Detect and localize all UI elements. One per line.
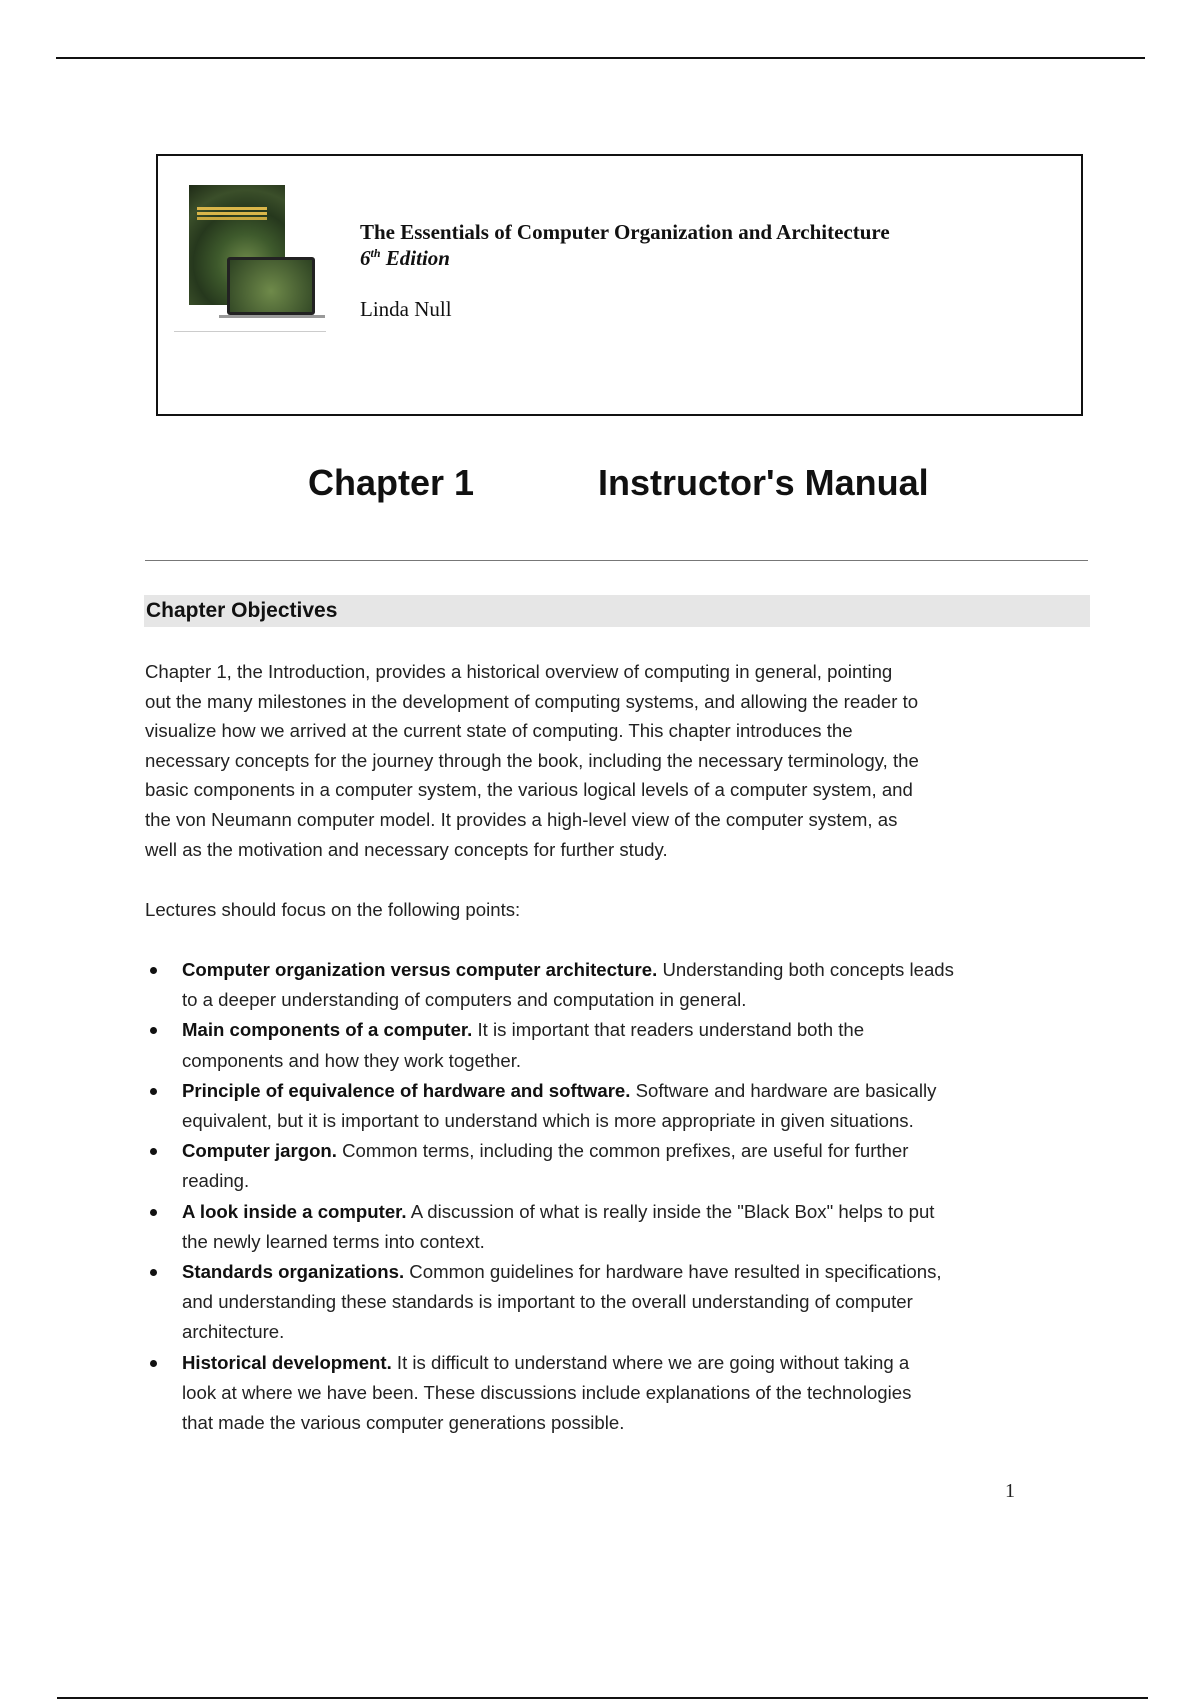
list-item-line [182, 1317, 954, 1347]
list-item [145, 955, 954, 1015]
intro-paragraph [145, 657, 919, 864]
list-item-line [182, 1348, 954, 1378]
list-item-text: It is important that readers understand both the [472, 1019, 865, 1041]
bullet-icon [150, 1209, 157, 1216]
list-item-text: reading. [182, 1170, 250, 1192]
list-item-title: Historical development. [182, 1351, 392, 1373]
list-item-line [182, 1197, 954, 1227]
objectives-list [145, 955, 954, 1438]
list-item-text: Common terms, including the common prefixes, are useful for further [336, 1140, 909, 1162]
list-item-line [182, 1046, 954, 1076]
list-item-text: It is difficult to understand where we are going without taking a [391, 1351, 910, 1373]
list-item [145, 1348, 954, 1439]
list-item-text: equivalent, but it is important to understand which is more appropriate in given situations. [182, 1110, 914, 1132]
list-item-text: Common guidelines for hardware have resulted in specifications, [404, 1261, 942, 1283]
list-item-text: look at where we have been. These discussions include explanations of the technologies [182, 1381, 912, 1403]
list-item-title: Standards organizations. [182, 1261, 405, 1283]
list-item-text: A discussion of what is really inside the "Black Box" helps to put [406, 1200, 935, 1222]
section-title: Chapter Objectives [146, 599, 338, 622]
edition-number: 6 [360, 246, 371, 270]
section-divider [145, 560, 1088, 561]
list-item-line [182, 1106, 954, 1136]
book-edition [360, 246, 450, 271]
edition-word: Edition [380, 246, 450, 270]
list-item-text: and understanding these standards is important to the overall understanding of computer [182, 1291, 913, 1313]
list-item-line [182, 1287, 954, 1317]
bullet-icon [150, 967, 157, 974]
list-item-line [182, 1227, 954, 1257]
list-item-line [182, 1378, 954, 1408]
manual-title: Instructor's Manual [598, 462, 929, 503]
list-item-text: to a deeper understanding of computers and computation in general. [182, 989, 747, 1011]
book-author: Linda Null [360, 297, 452, 321]
top-page-rule [56, 57, 1145, 59]
laptop-icon [227, 257, 315, 315]
intro-line: out the many milestones in the development of computing systems, and allowing the reader to [145, 690, 919, 712]
list-item-title: Computer jargon. [182, 1140, 337, 1162]
chapter-label: Chapter 1 [308, 462, 475, 503]
list-item [145, 1197, 954, 1257]
page-number: 1 [1005, 1480, 1015, 1502]
book-title: The Essentials of Computer Organization and Architecture [360, 220, 890, 244]
list-item-title: A look inside a computer. [182, 1200, 407, 1222]
bullet-icon [150, 1360, 157, 1367]
intro-line: the von Neumann computer model. It provides a high-level view of the computer system, as [145, 808, 898, 830]
list-item-line [182, 1015, 954, 1045]
list-item-line [182, 1408, 954, 1438]
intro-line: visualize how we arrived at the current state of computing. This chapter introduces the [145, 720, 853, 742]
list-item-text: architecture. [182, 1321, 285, 1343]
bottom-page-rule [57, 1697, 1148, 1699]
list-item [145, 1015, 954, 1075]
list-item-text: Software and hardware are basically [630, 1079, 937, 1101]
bullet-icon [150, 1148, 157, 1155]
list-item-title: Principle of equivalence of hardware and software. [182, 1079, 631, 1101]
list-item-text: the newly learned terms into context. [182, 1230, 485, 1252]
bullet-icon [150, 1269, 157, 1276]
list-item-title: Computer organization versus computer architecture. [182, 959, 658, 980]
section-heading-band [144, 595, 1090, 627]
list-item-line [182, 955, 954, 985]
list-item-line [182, 1257, 954, 1287]
bullet-icon [150, 1027, 157, 1034]
intro-line: Chapter 1, the Introduction, provides a historical overview of computing in general, pointing [145, 661, 893, 682]
list-item-text: that made the various computer generations possible. [182, 1412, 625, 1434]
list-item-text: components and how they work together. [182, 1049, 522, 1071]
lectures-intro: Lectures should focus on the following points: [145, 899, 521, 920]
list-item-text: Understanding both concepts leads [657, 959, 954, 980]
list-item [145, 1136, 954, 1196]
list-item [145, 1076, 954, 1136]
book-header-box [156, 154, 1083, 416]
bullet-icon [150, 1088, 157, 1095]
list-item-line [182, 1136, 954, 1166]
intro-line: necessary concepts for the journey through the book, including the necessary terminology, the [145, 749, 919, 771]
list-item-title: Main components of a computer. [182, 1019, 473, 1041]
edition-suffix: th [370, 246, 381, 260]
list-item-line [182, 985, 954, 1015]
list-item-line [182, 1076, 954, 1106]
book-cover-image [189, 185, 339, 335]
list-item [145, 1257, 954, 1348]
intro-line: well as the motivation and necessary concepts for further study. [145, 838, 668, 860]
intro-line: basic components in a computer system, the various logical levels of a computer system, and [145, 779, 913, 801]
list-item-line [182, 1166, 954, 1196]
